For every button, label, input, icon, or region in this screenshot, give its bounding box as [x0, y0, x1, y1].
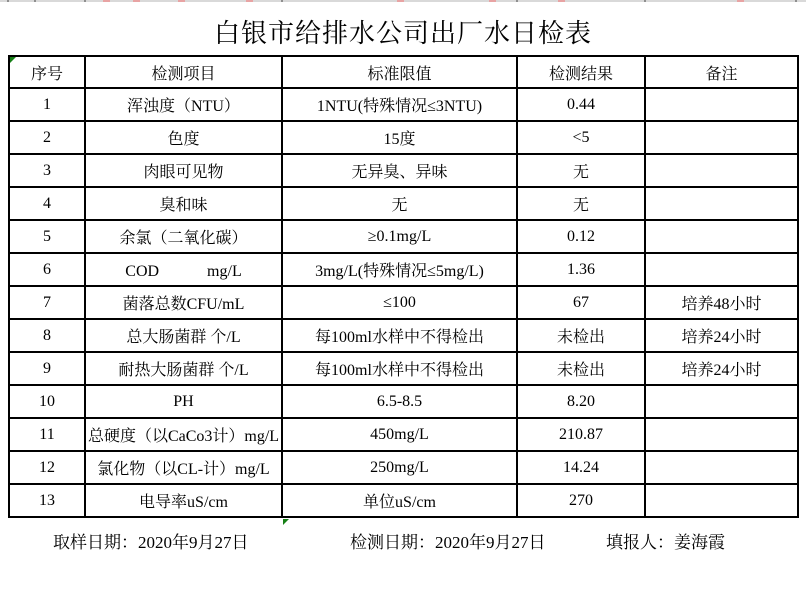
print-area-tick	[558, 0, 565, 2]
cell-limit[interactable]: 250mg/L	[282, 451, 517, 484]
table-row	[9, 352, 798, 385]
cell-remark[interactable]: 培养24小时	[645, 319, 798, 352]
cell-remark[interactable]: 培养48小时	[645, 286, 798, 319]
cell-limit[interactable]: 450mg/L	[282, 418, 517, 451]
table-row	[9, 385, 798, 418]
cell-result[interactable]: 无	[517, 187, 645, 220]
table-row	[9, 484, 798, 517]
cell-limit[interactable]: 每100ml水样中不得检出	[282, 352, 517, 385]
cell-item[interactable]: 总硬度（以CaCo3计）mg/L	[85, 418, 282, 451]
table-row	[9, 121, 798, 154]
test-date-label: 检测日期：2020年9月27日	[350, 533, 546, 552]
table-row	[9, 220, 798, 253]
cell-item[interactable]: 浑浊度（NTU）	[85, 88, 282, 121]
cell-limit[interactable]: ≥0.1mg/L	[282, 220, 517, 253]
cell-item[interactable]: 总大肠菌群 个/L	[85, 319, 282, 352]
cell-no[interactable]: 3	[9, 154, 85, 187]
table-row	[9, 253, 798, 286]
cell-item[interactable]: COD mg/L	[85, 253, 282, 286]
cell-remark[interactable]	[645, 253, 798, 286]
cell-no[interactable]: 8	[9, 319, 85, 352]
header-cell-no[interactable]: 序号	[9, 56, 85, 88]
gridline-tick	[281, 0, 283, 2]
cell-limit[interactable]: ≤100	[282, 286, 517, 319]
gridline-tick	[644, 0, 646, 2]
cell-no[interactable]: 7	[9, 286, 85, 319]
header-cell-item[interactable]: 检测项目	[85, 56, 282, 88]
cell-result[interactable]: 无	[517, 154, 645, 187]
gridline-tick	[84, 0, 86, 2]
table-row	[9, 154, 798, 187]
cell-remark[interactable]	[645, 418, 798, 451]
cell-result[interactable]: 0.12	[517, 220, 645, 253]
cell-result[interactable]: 14.24	[517, 451, 645, 484]
cell-limit[interactable]: 单位uS/cm	[282, 484, 517, 517]
table-row	[9, 187, 798, 220]
table-row	[9, 418, 798, 451]
cell-result[interactable]: 1.36	[517, 253, 645, 286]
cell-no[interactable]: 9	[9, 352, 85, 385]
print-area-tick	[397, 0, 404, 2]
cell-item[interactable]: 菌落总数CFU/mL	[85, 286, 282, 319]
cell-result[interactable]: 未检出	[517, 319, 645, 352]
cell-item[interactable]: 色度	[85, 121, 282, 154]
cell-limit[interactable]: 每100ml水样中不得检出	[282, 319, 517, 352]
print-area-tick	[133, 0, 140, 2]
cell-no[interactable]: 13	[9, 484, 85, 517]
reporter-label: 填报人：姜海霞	[606, 533, 725, 552]
cell-remark[interactable]	[645, 484, 798, 517]
gridline-tick	[795, 0, 797, 2]
table-row	[9, 451, 798, 484]
cell-remark[interactable]	[645, 385, 798, 418]
cell-remark[interactable]	[645, 187, 798, 220]
table-row	[9, 319, 798, 352]
sheet-gridline-strip	[0, 0, 806, 2]
cell-remark[interactable]	[645, 121, 798, 154]
cell-no[interactable]: 6	[9, 253, 85, 286]
header-cell-remark[interactable]: 备注	[645, 56, 798, 88]
gridline-tick	[34, 0, 36, 2]
print-area-tick	[178, 0, 185, 2]
cell-limit[interactable]: 6.5-8.5	[282, 385, 517, 418]
daily-inspection-table	[8, 55, 799, 518]
print-area-tick	[246, 0, 253, 2]
cell-result[interactable]: 8.20	[517, 385, 645, 418]
excel-error-marker-icon	[10, 57, 16, 63]
cell-no[interactable]: 12	[9, 451, 85, 484]
excel-error-marker-icon	[283, 519, 289, 525]
cell-result[interactable]: <5	[517, 121, 645, 154]
header-cell-result[interactable]: 检测结果	[517, 56, 645, 88]
cell-item[interactable]: 余氯（二氧化碳）	[85, 220, 282, 253]
cell-limit[interactable]: 无异臭、异味	[282, 154, 517, 187]
cell-no[interactable]: 5	[9, 220, 85, 253]
sample-date-label: 取样日期：2020年9月27日	[53, 533, 249, 552]
cell-remark[interactable]	[645, 88, 798, 121]
print-area-tick	[103, 0, 110, 2]
cell-remark[interactable]	[645, 220, 798, 253]
cell-no[interactable]: 2	[9, 121, 85, 154]
cell-remark[interactable]	[645, 154, 798, 187]
page-title: 白银市给排水公司出厂水日检表	[213, 19, 592, 48]
cell-item[interactable]: 臭和味	[85, 187, 282, 220]
table-header-row	[9, 56, 798, 88]
cell-item[interactable]: 电导率uS/cm	[85, 484, 282, 517]
cell-item[interactable]: PH	[85, 385, 282, 418]
cell-remark[interactable]: 培养24小时	[645, 352, 798, 385]
cell-result[interactable]: 270	[517, 484, 645, 517]
cell-item[interactable]: 耐热大肠菌群 个/L	[85, 352, 282, 385]
cell-result[interactable]: 210.87	[517, 418, 645, 451]
header-cell-limit[interactable]: 标准限值	[282, 56, 517, 88]
cell-result[interactable]: 67	[517, 286, 645, 319]
print-area-tick	[737, 0, 744, 2]
table-row	[9, 88, 798, 121]
cell-result[interactable]: 0.44	[517, 88, 645, 121]
gridline-tick	[516, 0, 518, 2]
cell-result[interactable]: 未检出	[517, 352, 645, 385]
cell-limit[interactable]: 3mg/L(特殊情况≤5mg/L)	[282, 253, 517, 286]
cell-no[interactable]: 4	[9, 187, 85, 220]
cell-item[interactable]: 肉眼可见物	[85, 154, 282, 187]
cell-limit[interactable]: 15度	[282, 121, 517, 154]
cell-limit[interactable]: 1NTU(特殊情况≤3NTU)	[282, 88, 517, 121]
cell-remark[interactable]	[645, 451, 798, 484]
cell-no[interactable]: 1	[9, 88, 85, 121]
gridline-tick	[7, 0, 9, 2]
cell-no[interactable]: 11	[9, 418, 85, 451]
cell-no[interactable]: 10	[9, 385, 85, 418]
cell-limit[interactable]: 无	[282, 187, 517, 220]
cell-item[interactable]: 氯化物（以CL-计）mg/L	[85, 451, 282, 484]
table-row	[9, 286, 798, 319]
print-area-tick	[489, 0, 496, 2]
